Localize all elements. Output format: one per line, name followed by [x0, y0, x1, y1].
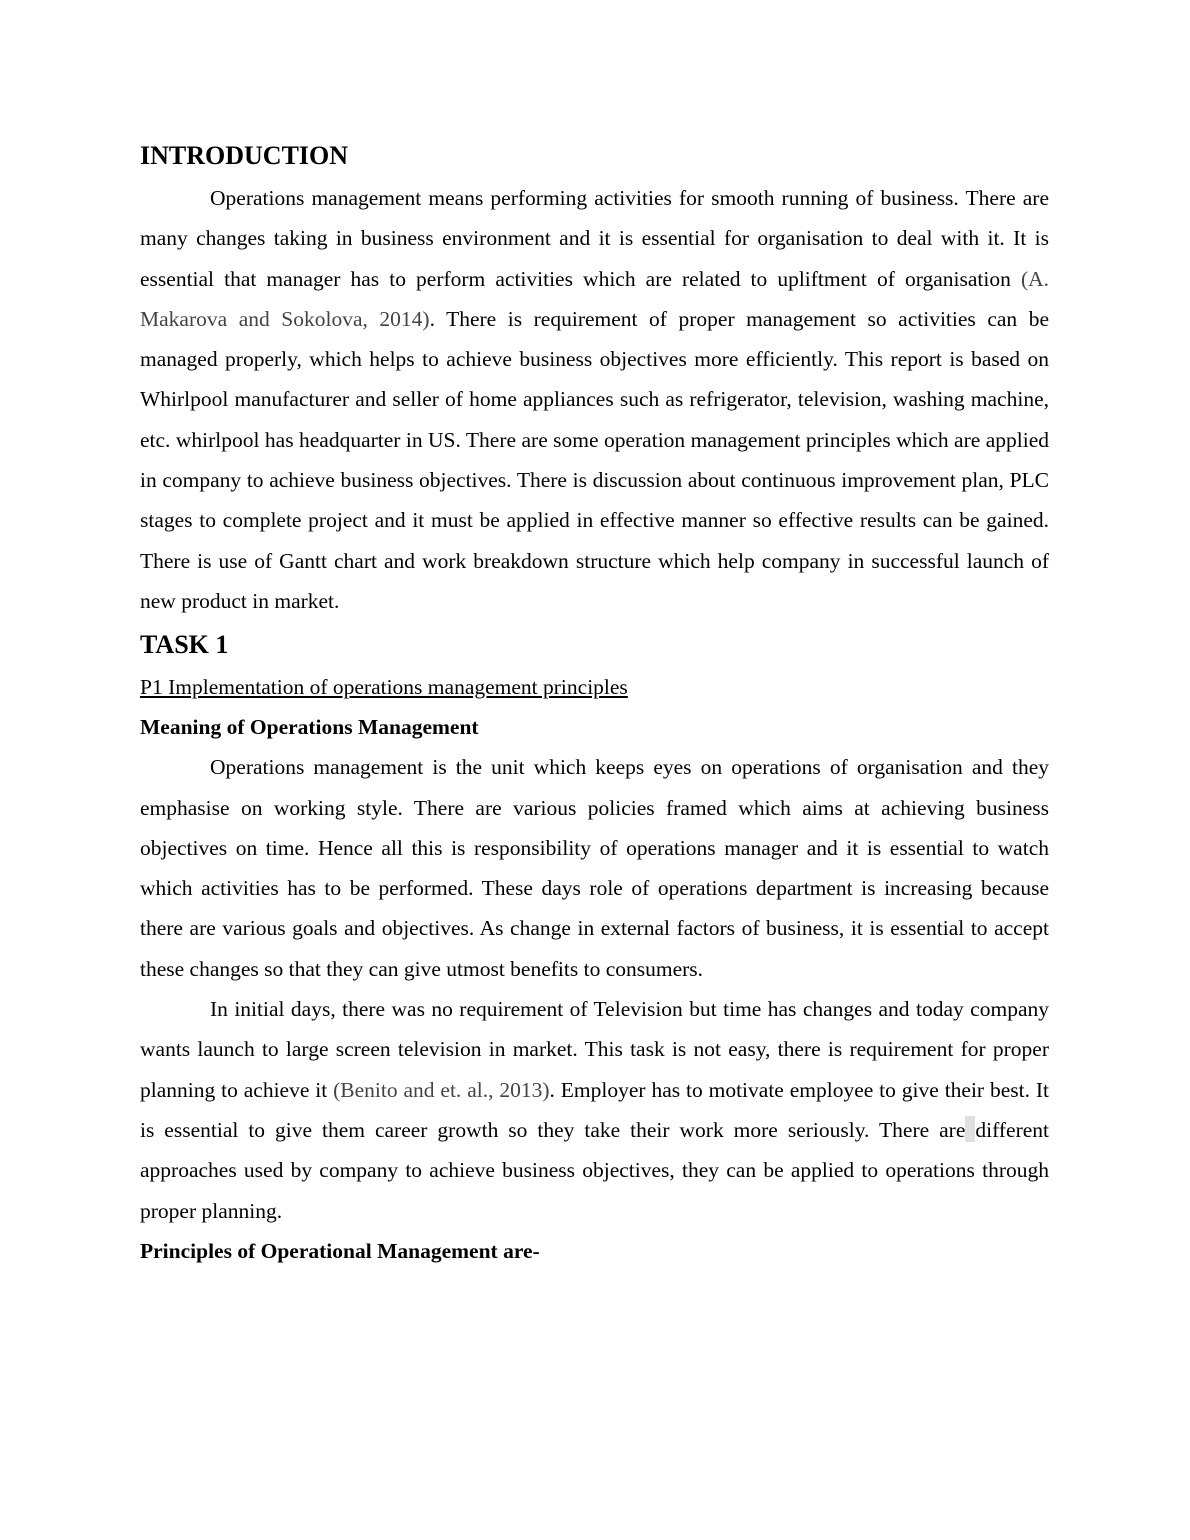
para2-citation: (Benito and et. al., 2013) — [333, 1077, 550, 1102]
meaning-heading: Meaning of Operations Management — [140, 715, 479, 740]
text-cursor-highlight — [965, 1116, 975, 1142]
principles-heading: Principles of Operational Management are- — [140, 1238, 540, 1263]
para2-text-part2: . Employer has to motivate employee to give their best. It is essential to give them career growth so they take their work more seriously. There are — [140, 1077, 1050, 1142]
meaning-paragraph: Operations management is the unit which keeps eyes on operations of organisation and they emphasise on working style. There are various policies framed which aims at achieving business objectives on time. Hence all this is responsibility of operations manager and it is essential to watch which activities has to be performed. These days role of operations department is increasing because there are various goals and objectives. As change in external factors of business, it is essential to accept these changes so that they can give utmost benefits to consumers. — [140, 755, 1049, 981]
p1-subheading: P1 Implementation of operations management principles — [140, 675, 628, 700]
initial-days-paragraph — [140, 989, 1049, 1231]
para2-text-part3: different approaches used by company to achieve business objectives, they can be applied to operations through proper planning. — [140, 1117, 1049, 1223]
introduction-heading: INTRODUCTION — [140, 141, 349, 170]
intro-text-part2: . There is requirement of proper management so activities can be managed properly, which helps to achieve business objectives more efficiently. This report is based on Whirlpool manufacturer and seller of home appliances such as refrigerator, television, washing machine, etc. whirlpool has headquarter in US. There are some operation management principles which are applied in company to achieve business objectives. There is discussion about continuous improvement plan, PLC stages to complete project and it must be applied in effective manner so effective results can be gained. There is use of Gantt chart and work breakdown structure which help company in successful launch of new product in market. — [140, 306, 1049, 613]
task1-heading: TASK 1 — [140, 630, 229, 660]
intro-citation: (A. Makarova and Sokolova, 2014) — [140, 266, 1049, 331]
para2-text-part1: In initial days, there was no requirement of Television but time has changes and today company wants launch to large screen television in market. This task is not easy, there is requirement for proper planning to achieve it — [140, 997, 1049, 1102]
introduction-paragraph — [140, 178, 1049, 621]
intro-text-part1: Operations management means performing activities for smooth running of business. There are many changes taking in business environment and it is essential for organisation to deal with it. It is essential that manager has to perform activities which are related to upliftment of organisation — [140, 186, 1049, 291]
document-page — [140, 138, 1049, 1271]
